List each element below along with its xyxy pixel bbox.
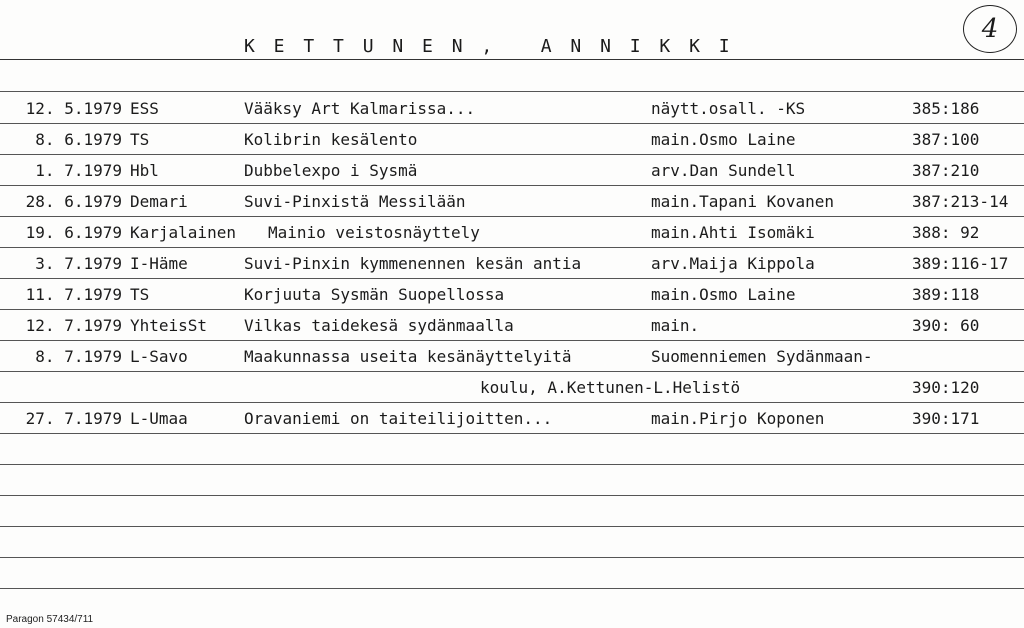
entry-person: koulu, A.Kettunen-L.Helistö — [480, 378, 741, 397]
entry-person: main.Ahti Isomäki — [651, 223, 815, 242]
rule — [0, 309, 1024, 310]
card-number: 4 — [981, 14, 999, 44]
rule — [0, 154, 1024, 155]
entry-date: 12. 5.1979 — [25, 99, 122, 118]
rule — [0, 216, 1024, 217]
entry-source: TS — [130, 285, 150, 304]
entry-date: 28. 6.1979 — [25, 192, 122, 211]
entry-title: Vilkas taidekesä sydänmaalla — [244, 316, 514, 335]
entry-date: 27. 7.1979 — [25, 409, 122, 428]
entry-title: Korjuuta Sysmän Suopellossa — [244, 285, 505, 304]
entry-title: Mainio veistosnäyttely — [268, 223, 480, 242]
entry-source: L-Savo — [130, 347, 188, 366]
rule — [0, 588, 1024, 589]
rule — [0, 402, 1024, 403]
rule — [0, 495, 1024, 496]
entry-ref: 389:118 — [912, 285, 980, 304]
entry-title: Oravaniemi on taiteilijoitten... — [244, 409, 553, 428]
entry-person: arv.Maija Kippola — [651, 254, 815, 273]
entry-title: Suvi-Pinxistä Messilään — [244, 192, 466, 211]
entry-source: TS — [130, 130, 150, 149]
rule — [0, 278, 1024, 279]
entry-date: 19. 6.1979 — [25, 223, 122, 242]
rule — [0, 123, 1024, 124]
rule — [0, 371, 1024, 372]
rule — [0, 526, 1024, 527]
entry-title: Vääksy Art Kalmarissa... — [244, 99, 476, 118]
entry-person: main. — [651, 316, 700, 335]
entry-title: Suvi-Pinxin kymmenennen kesän antia — [244, 254, 582, 273]
card-title: K E T T U N E N , A N N I K K I — [244, 36, 734, 57]
card-number-circle — [963, 5, 1017, 53]
entry-source: YhteisSt — [130, 316, 208, 335]
entry-person: main.Tapani Kovanen — [651, 192, 835, 211]
entry-date: 8. 6.1979 — [35, 130, 122, 149]
entry-source: ESS — [130, 99, 159, 118]
rule — [0, 247, 1024, 248]
entry-person: näytt.osall. -KS — [651, 99, 806, 118]
rule — [0, 557, 1024, 558]
print-code: Paragon 57434/711 — [6, 614, 94, 625]
entry-ref: 387:210 — [912, 161, 980, 180]
entry-date: 8. 7.1979 — [35, 347, 122, 366]
rule — [0, 464, 1024, 465]
entry-person: main.Osmo Laine — [651, 130, 796, 149]
entry-ref: 388: 92 — [912, 223, 980, 242]
entry-title: Maakunnassa useita kesänäyttelyitä — [244, 347, 572, 366]
rule — [0, 340, 1024, 341]
rule — [0, 91, 1024, 92]
entry-person: arv.Dan Sundell — [651, 161, 796, 180]
entry-ref: 387:213-14 — [912, 192, 1009, 211]
entry-source: L-Umaa — [130, 409, 188, 428]
entry-person: Suomenniemen Sydänmaan- — [651, 347, 873, 366]
entry-source: Karjalainen — [130, 223, 236, 242]
entry-ref: 390:120 — [912, 378, 980, 397]
header-rule — [0, 59, 1024, 60]
entry-ref: 387:100 — [912, 130, 980, 149]
entry-source: I-Häme — [130, 254, 188, 273]
entry-person: main.Pirjo Koponen — [651, 409, 825, 428]
entry-source: Hbl — [130, 161, 159, 180]
entry-ref: 385:186 — [912, 99, 980, 118]
rule — [0, 185, 1024, 186]
entry-date: 3. 7.1979 — [35, 254, 122, 273]
entry-title: Dubbelexpo i Sysmä — [244, 161, 418, 180]
entry-date: 1. 7.1979 — [35, 161, 122, 180]
entry-person: main.Osmo Laine — [651, 285, 796, 304]
entry-source: Demari — [130, 192, 188, 211]
rule — [0, 433, 1024, 434]
entry-date: 11. 7.1979 — [25, 285, 122, 304]
entry-ref: 390:171 — [912, 409, 980, 428]
entry-ref: 390: 60 — [912, 316, 980, 335]
entry-ref: 389:116-17 — [912, 254, 1009, 273]
entry-date: 12. 7.1979 — [25, 316, 122, 335]
entry-title: Kolibrin kesälento — [244, 130, 418, 149]
